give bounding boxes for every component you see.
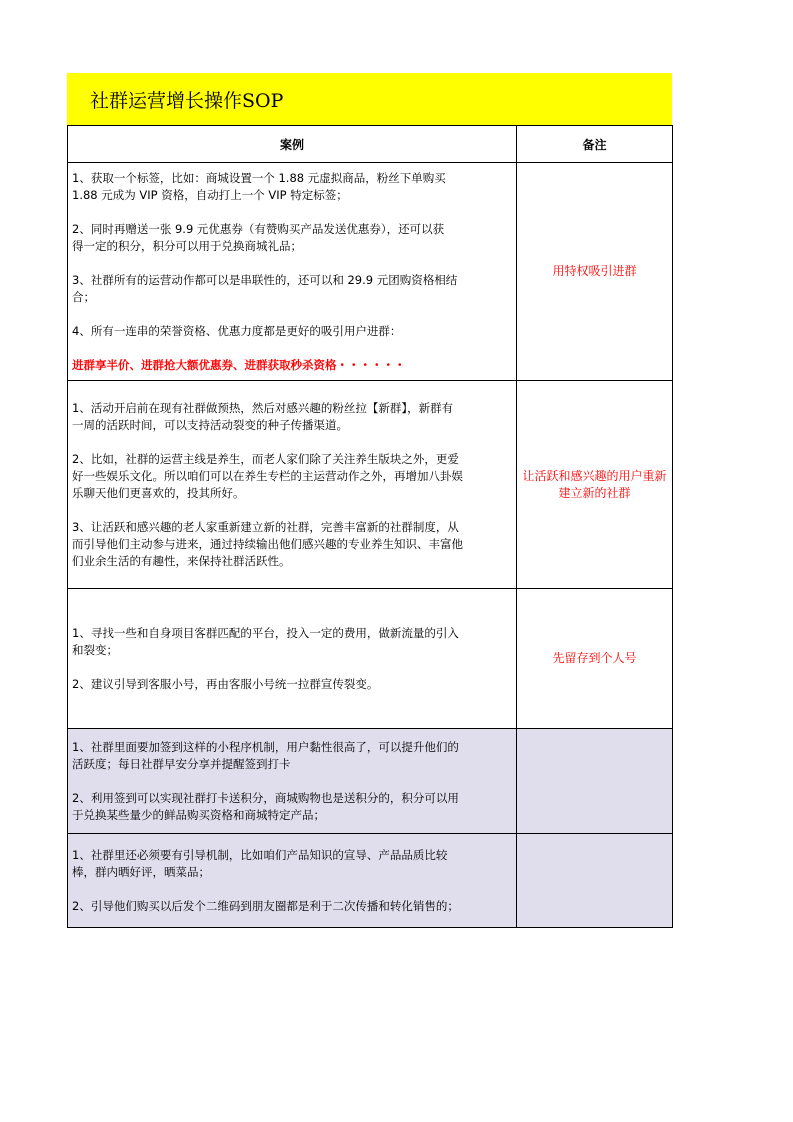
case-text-line: 而引导他们主动参与进来，通过持续输出他们感兴趣的专业养生知识、丰富他 [72, 536, 463, 551]
sop-table [67, 125, 673, 928]
case-text-line: 和裂变； [72, 642, 118, 657]
note-cell [517, 729, 673, 834]
table-row [68, 163, 673, 381]
note-cell: 先留存到个人号 [517, 589, 673, 729]
case-text-line: 1、社群里还必须要有引导机制，比如咱们产品知识的宣导、产品品质比较 [72, 847, 448, 862]
note-cell: 用特权吸引进群 [517, 163, 673, 381]
header-row [68, 126, 673, 163]
case-text-line: 2、比如，社群的运营主线是养生，而老人家们除了关注养生版块之外，更爱 [72, 451, 459, 466]
table-row [68, 589, 673, 729]
sop-sheet [67, 73, 672, 928]
paragraph-gap [72, 340, 516, 357]
case-text-line: 乐聊天他们更喜欢的，投其所好。 [72, 485, 245, 500]
case-text-line: 好一些娱乐文化。所以咱们可以在养生专栏的主运营动作之外，再增加八卦娱 [72, 468, 463, 483]
case-text-line: 2、建议引导到客服小号，再由客服小号统一拉群宣传裂变。 [72, 676, 379, 691]
paragraph-gap [72, 502, 516, 519]
case-cell [68, 163, 517, 381]
header-case: 案例 [68, 126, 517, 163]
highlight-text: 进群享半价、进群抢大额优惠券、进群获取秒杀资格・・・・・・ [72, 357, 406, 372]
case-text-line: 于兑换某些量少的鲜品购买资格和商城特定产品； [72, 807, 325, 822]
case-text-line: 1、社群里面要加签到这样的小程序机制，用户黏性很高了，可以提升他们的 [72, 739, 459, 754]
case-cell [68, 589, 517, 729]
case-cell [68, 834, 517, 928]
sheet-title: 社群运营增长操作SOP [67, 73, 672, 125]
case-text-line: 3、社群所有的运营动作都可以是串联性的，还可以和 29.9 元团购资格相结 [72, 272, 458, 287]
note-cell: 让活跃和感兴趣的用户重新建立新的社群 [517, 381, 673, 589]
case-text-line: 1、获取一个标签，比如：商城设置一个 1.88 元虚拟商品，粉丝下单购买 [72, 170, 446, 185]
header-note: 备注 [517, 126, 673, 163]
paragraph-gap [72, 773, 516, 790]
case-cell [68, 381, 517, 589]
case-cell [68, 729, 517, 834]
case-text-line: 4、所有一连串的荣誉资格、优惠力度都是更好的吸引用户进群： [72, 323, 402, 338]
case-text-line: 2、同时再赠送一张 9.9 元优惠券（有赞购买产品发送优惠券），还可以获 [72, 221, 445, 236]
paragraph-gap [72, 881, 516, 898]
case-text-line: 1、活动开启前在现有社群做预热，然后对感兴趣的粉丝拉【新群】，新群有 [72, 400, 454, 415]
case-text-line: 合； [72, 289, 95, 304]
paragraph-gap [72, 204, 516, 221]
case-text-line: 3、让活跃和感兴趣的老人家重新建立新的社群，完善丰富新的社群制度，从 [72, 519, 459, 534]
case-text-line: 得一定的积分，积分可以用于兑换商城礼品； [72, 238, 302, 253]
case-text-line: 1.88 元成为 VIP 资格，自动打上一个 VIP 特定标签； [72, 187, 348, 202]
note-cell [517, 834, 673, 928]
table-row [68, 381, 673, 589]
case-text-line: 棒，群内晒好评，晒菜品； [72, 864, 210, 879]
case-text-line: 1、寻找一些和自身项目客群匹配的平台，投入一定的费用，做新流量的引入 [72, 625, 459, 640]
table-row [68, 729, 673, 834]
case-text-line: 一周的活跃时间，可以支持活动裂变的种子传播渠道。 [72, 417, 348, 432]
case-text-line: 2、引导他们购买以后发个二维码到朋友圈都是利于二次传播和转化销售的； [72, 898, 459, 913]
paragraph-gap [72, 434, 516, 451]
paragraph-gap [72, 255, 516, 272]
paragraph-gap [72, 306, 516, 323]
table-row [68, 834, 673, 928]
case-text-line: 们业余生活的有趣性，来保持社群活跃性。 [72, 553, 291, 568]
case-text-line: 2、利用签到可以实现社群打卡送积分，商城购物也是送积分的，积分可以用 [72, 790, 459, 805]
case-text-line: 活跃度；每日社群早安分享并提醒签到打卡 [72, 756, 291, 771]
paragraph-gap [72, 659, 516, 676]
